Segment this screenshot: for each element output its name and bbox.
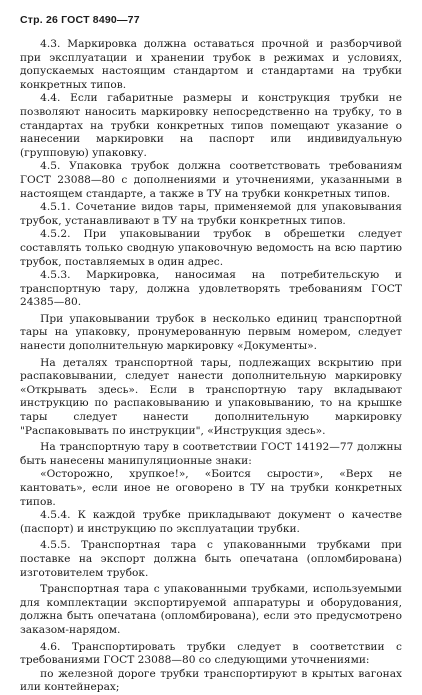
page-header: Стр. 26 ГОСТ 8490—77 (20, 14, 140, 26)
document-body (20, 38, 402, 695)
paragraph-handling-marks: На транспортную тару в соответствии ГОСТ 14192—77 должны быть нанесены манипуляционные знаки: (20, 441, 402, 467)
paragraph-4-5: 4.5. Упаковка трубок должна соответствовать требованиям ГОСТ 23088—80 с дополнениями и уточнениями, указанными в настоящем стандарте, а также в ТУ на трубки конкретных типов. (20, 160, 402, 200)
paragraph-4-6: 4.6. Транспортировать трубки следует в соответствии с требованиями ГОСТ 23088—80 со следующими уточнениями: (20, 640, 402, 667)
paragraph-4-5-1: 4.5.1. Сочетание видов тары, применяемой для упаковывания трубок, устанавливают в ТУ на трубки конкретных типов. (20, 201, 402, 227)
paragraph-4-5-2: 4.5.2. При упаковывании трубок в обрешетки следует составлять только сводную упаковочную ведомость на всю партию трубок, поставляемых в один адрес. (20, 228, 402, 268)
paragraph-export-equipment: Транспортная тара с упакованными трубками, используемыми для комплектации экспортируемой аппаратуры и оборудования, должна быть опечатана (опломбирована), если это предусмотрено заказом-нарядом. (20, 583, 402, 636)
paragraph-4-4: 4.4. Если габаритные размеры и конструкция трубки не позволяют наносить маркировку непосредственно на трубку, то в стандартах на трубки конкретных типов помещают указание о нанесении маркировки на паспорт или индивидуальную (групповую) упаковку. (20, 92, 402, 159)
paragraph-multiple-units: При упаковывании трубок в несколько единиц транспортной тары на упаковку, пронумерованную первым номером, следует нанести дополнительную маркировку «Документы». (20, 312, 402, 353)
paragraph-4-5-4: 4.5.4. К каждой трубке прикладывают документ о качестве (паспорт) и инструкцию по эксплуатации трубки. (20, 509, 402, 535)
paragraph-4-5-3: 4.5.3. Маркировка, наносимая на потребительскую и транспортную тару, должна удовлетворять требованиям ГОСТ 24385—80. (20, 269, 402, 309)
paragraph-handling-signs-list: «Осторожно, хрупкое!», «Боится сырости», «Верх не кантовать», если иное не оговорено в ТУ на трубки конкретных типов. (20, 468, 402, 508)
paragraph-open-here: На деталях транспортной тары, подлежащих вскрытию при распаковывании, следует нанести дополнительную маркировку «Открывать здесь». Если в транспортную тару вкладывают инструкцию по распаковыванию и упаковыванию, то на крышке тары следует нанести дополнительную маркировку "Распаковывать по инструкции", «Инструкция здесь». (20, 356, 402, 437)
paragraph-4-3: 4.3. Маркировка должна оставаться прочной и разборчивой при эксплуатации и хранении трубок в режимах и условиях, допускаемых настоящим стандартом и стандартами на трубки конкретных типов. (20, 38, 402, 91)
paragraph-4-5-5: 4.5.5. Транспортная тара с упакованными трубками при поставке на экспорт должна быть опечатана (опломбирована) изготовителем трубок. (20, 539, 402, 579)
paragraph-railway: по железной дороге трубки транспортируют в крытых вагонах или контейнерах; (20, 667, 402, 694)
